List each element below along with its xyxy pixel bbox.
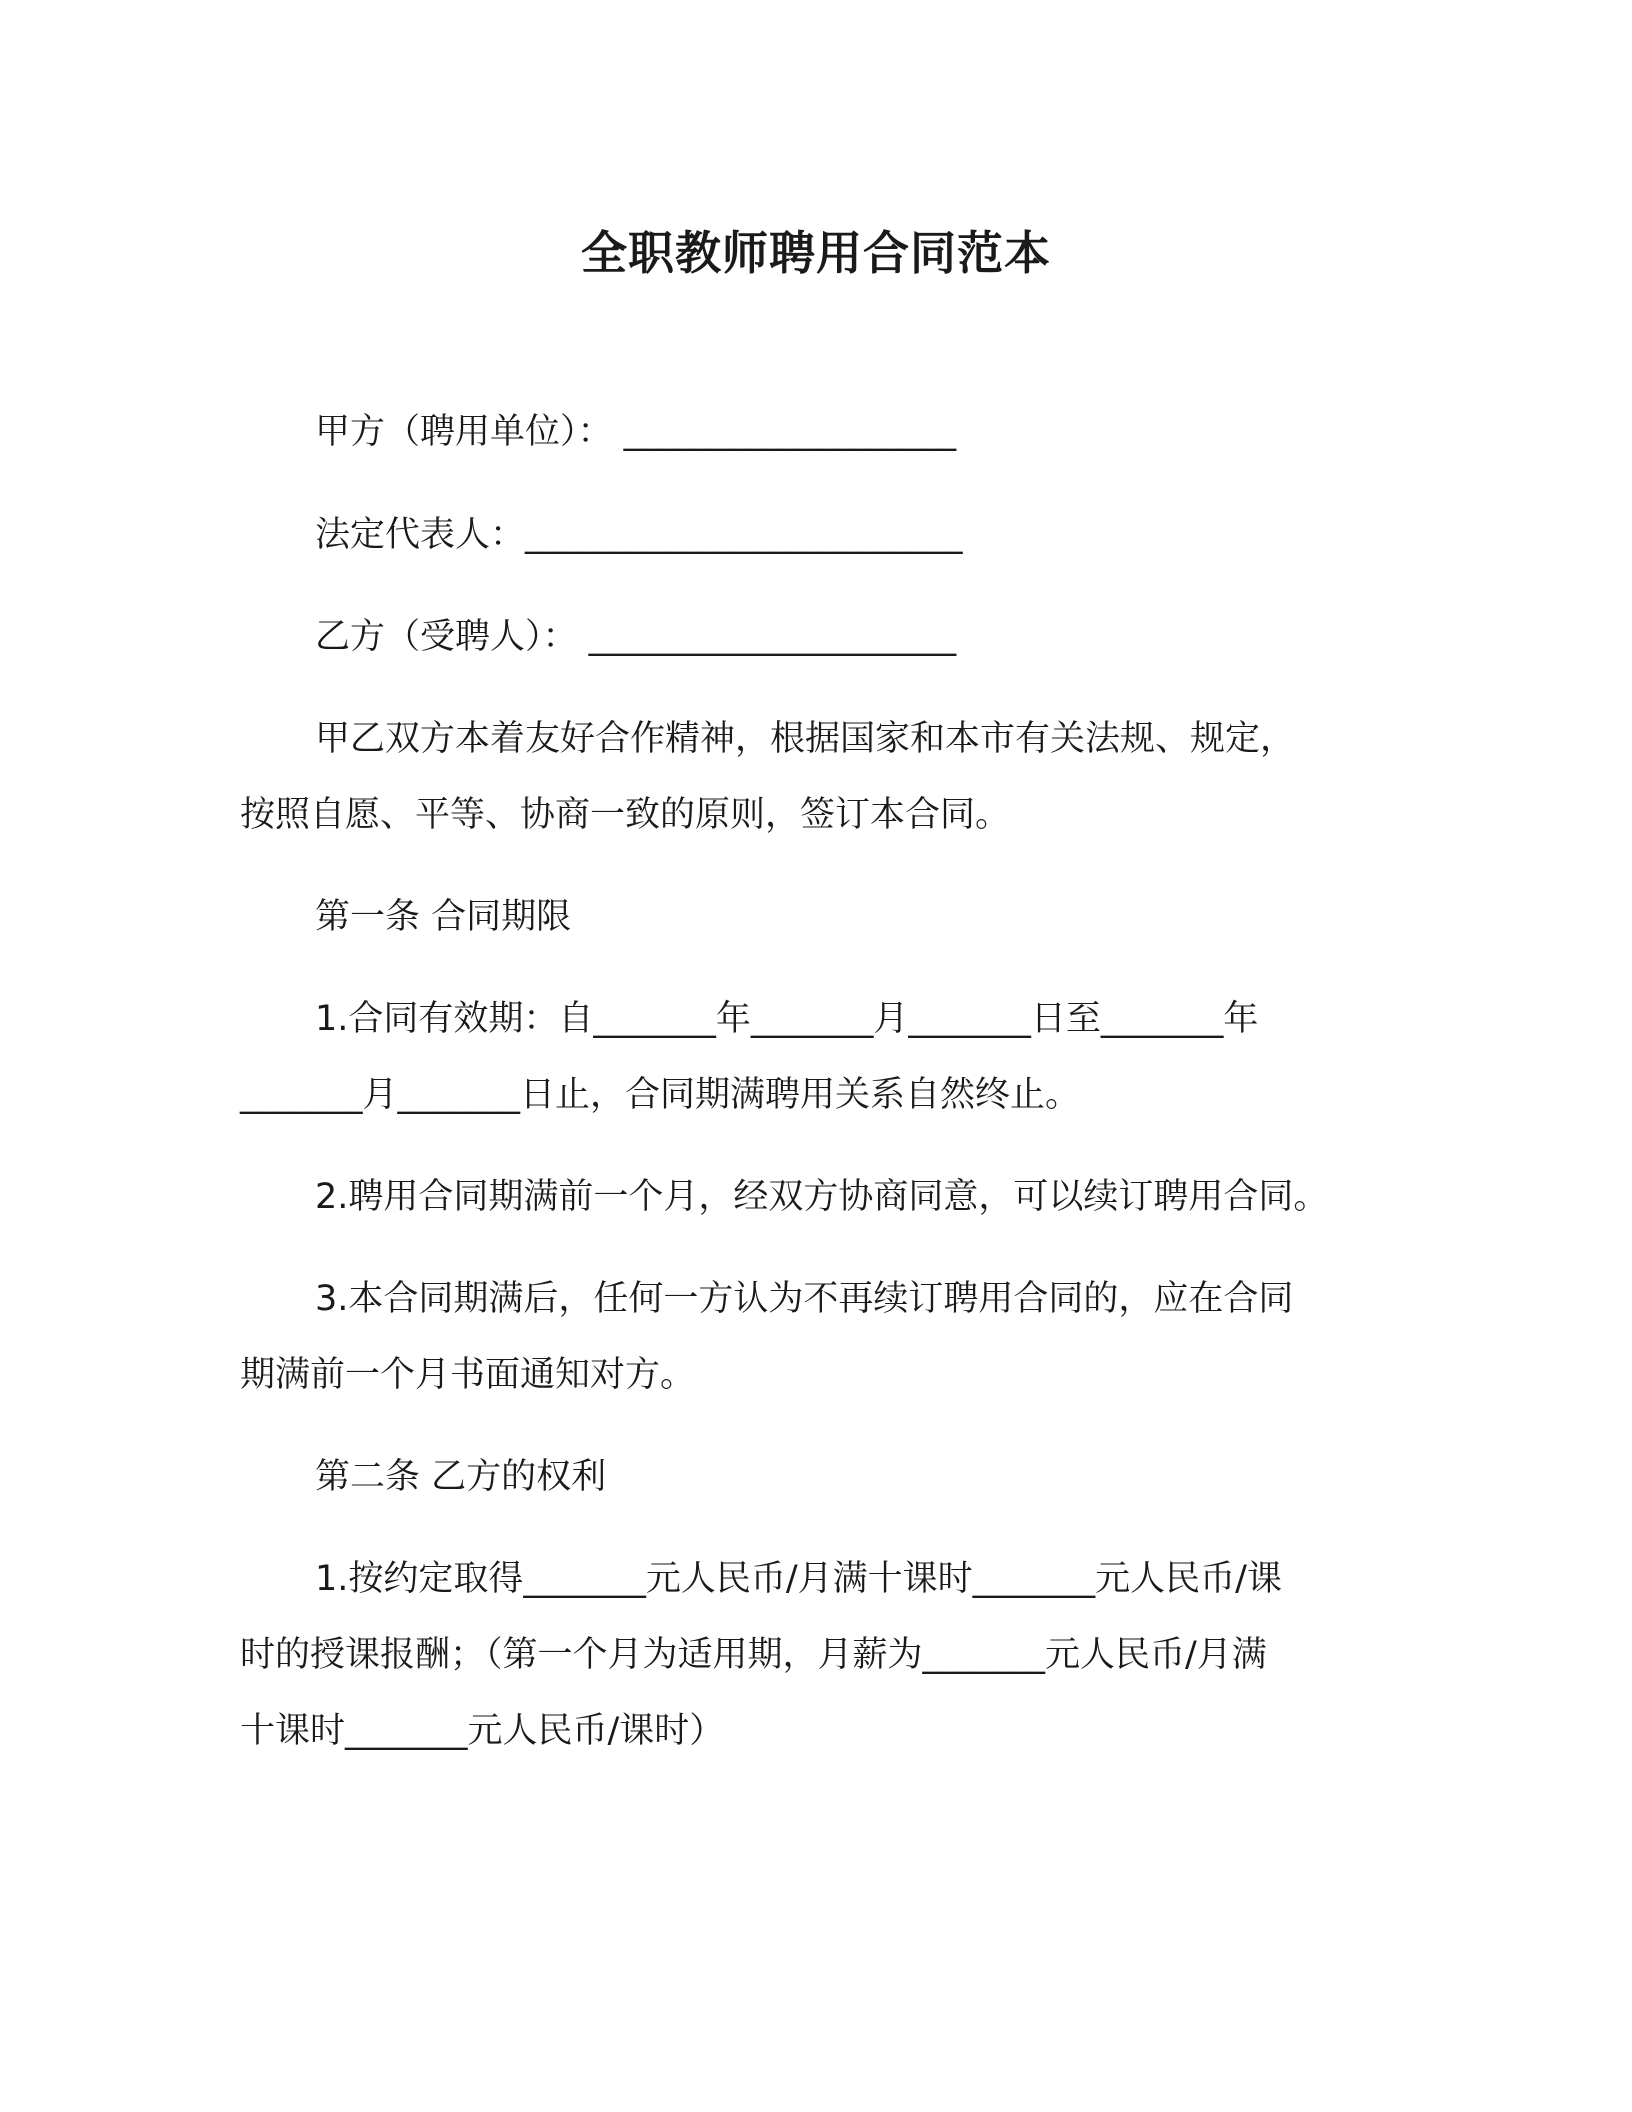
article-2-clause-1-line-3: 十课时_______元人民币/课时） [240,1711,725,1751]
party-a-line: 甲方（聘用单位）： ___________________ [315,412,957,452]
article-2-clause-1-line-2: 时的授课报酬；（第一个月为适用期，月薪为_______元人民币/月满 [240,1635,1267,1675]
article-1-clause-2: 2.聘用合同期满前一个月，经双方协商同意，可以续订聘用合同。 [315,1177,1329,1217]
article-1-clause-3-line-2: 期满前一个月书面通知对方。 [240,1355,696,1395]
legal-representative-line: 法定代表人：_________________________ [315,515,963,555]
article-1-clause-1-line-2: _______月_______日止，合同期满聘用关系自然终止。 [240,1075,1081,1115]
article-1-clause-1-line-1: 1.合同有效期：自_______年_______月_______日至_______年 [315,999,1259,1039]
preamble-line-2: 按照自愿、平等、协商一致的原则，签订本合同。 [240,795,1011,835]
article-2-clause-1-line-1: 1.按约定取得_______元人民币/月满十课时_______元人民币/课 [315,1559,1282,1599]
article-2-heading: 第二条 乙方的权利 [315,1457,607,1497]
preamble-line-1: 甲乙双方本着友好合作精神，根据国家和本市有关法规、规定， [315,719,1296,759]
party-b-line: 乙方（受聘人）： _____________________ [315,617,957,657]
article-1-clause-3-line-1: 3.本合同期满后，任何一方认为不再续订聘用合同的，应在合同 [315,1279,1294,1319]
article-1-heading: 第一条 合同期限 [315,897,572,937]
document-title: 全职教师聘用合同范本 [581,226,1051,280]
